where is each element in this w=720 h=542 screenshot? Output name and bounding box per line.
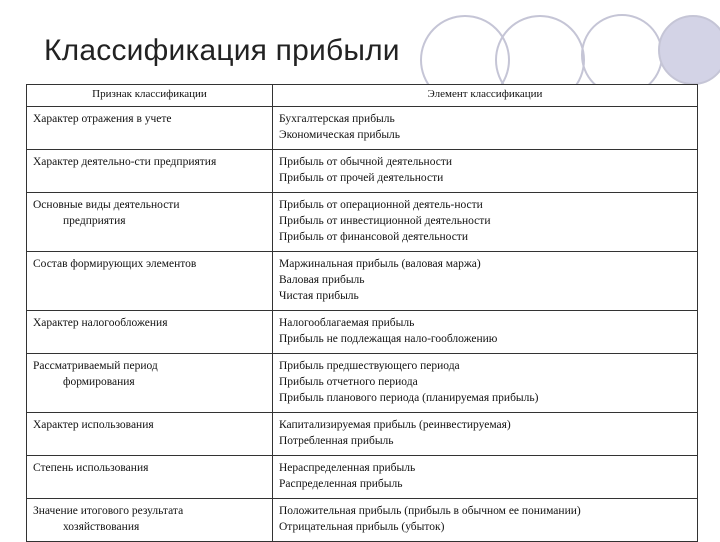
element-text: Прибыль от прочей деятельности bbox=[279, 172, 444, 184]
feature-text: Характер использования bbox=[33, 419, 154, 431]
element-text: Прибыль от инвестиционной деятельности bbox=[279, 215, 491, 227]
page-title: Классификация прибыли bbox=[44, 34, 400, 67]
feature-cell bbox=[27, 354, 273, 413]
table-row bbox=[27, 456, 698, 499]
element-cell bbox=[273, 311, 698, 354]
element-cell bbox=[273, 354, 698, 413]
element-text: Потребленная прибыль bbox=[279, 435, 394, 447]
element-cell bbox=[273, 150, 698, 193]
feature-text: хозяйствования bbox=[63, 521, 140, 533]
element-cell bbox=[273, 456, 698, 499]
element-text: Отрицательная прибыль (убыток) bbox=[279, 521, 445, 533]
element-text: Чистая прибыль bbox=[279, 290, 359, 302]
decor-circle bbox=[582, 15, 662, 95]
table-header-row bbox=[27, 85, 698, 107]
element-text: Бухгалтерская прибыль bbox=[279, 113, 395, 125]
feature-cell bbox=[27, 107, 273, 150]
element-cell bbox=[273, 107, 698, 150]
element-cell bbox=[273, 193, 698, 252]
element-cell bbox=[273, 252, 698, 311]
feature-text: Характер деятельно-сти предприятия bbox=[33, 156, 217, 168]
feature-text: Состав формирующих элементов bbox=[33, 258, 197, 270]
feature-text: Основные виды деятельности bbox=[33, 199, 180, 211]
feature-text: Значение итогового результата bbox=[33, 505, 184, 517]
feature-text: Характер отражения в учете bbox=[33, 113, 172, 125]
element-text: Прибыль не подлежащая нало-гообложению bbox=[279, 333, 498, 345]
table-row bbox=[27, 354, 698, 413]
element-text: Прибыль от финансовой деятельности bbox=[279, 231, 468, 243]
element-cell bbox=[273, 499, 698, 542]
element-text: Налогооблагаемая прибыль bbox=[279, 317, 415, 329]
header-feature: Признак классификации bbox=[27, 85, 273, 107]
element-text: Валовая прибыль bbox=[279, 274, 365, 286]
table-row bbox=[27, 413, 698, 456]
element-text: Капитализируемая прибыль (реинвестируемая) bbox=[279, 419, 511, 431]
feature-text: Характер налогообложения bbox=[33, 317, 168, 329]
feature-cell bbox=[27, 311, 273, 354]
table-row bbox=[27, 311, 698, 354]
table-row bbox=[27, 252, 698, 311]
header-element: Элемент классификации bbox=[273, 85, 698, 107]
feature-cell bbox=[27, 193, 273, 252]
table-row bbox=[27, 499, 698, 542]
element-text: Нераспределенная прибыль bbox=[279, 462, 416, 474]
feature-cell bbox=[27, 150, 273, 193]
table-row bbox=[27, 107, 698, 150]
feature-text: Рассматриваемый период bbox=[33, 360, 158, 372]
classification-table bbox=[26, 84, 698, 542]
feature-text: предприятия bbox=[63, 215, 126, 227]
feature-cell bbox=[27, 456, 273, 499]
element-text: Прибыль отчетного периода bbox=[279, 376, 418, 388]
decor-circle-filled bbox=[659, 16, 720, 84]
element-text: Положительная прибыль (прибыль в обычном ее понимании) bbox=[279, 505, 581, 517]
feature-cell bbox=[27, 252, 273, 311]
element-text: Распределенная прибыль bbox=[279, 478, 403, 490]
element-text: Прибыль от операционной деятель-ности bbox=[279, 199, 483, 211]
element-cell bbox=[273, 413, 698, 456]
element-text: Прибыль предшествующего периода bbox=[279, 360, 460, 372]
feature-text: Степень использования bbox=[33, 462, 149, 474]
table-row bbox=[27, 150, 698, 193]
feature-text: формирования bbox=[63, 376, 135, 388]
element-text: Прибыль планового периода (планируемая прибыль) bbox=[279, 392, 539, 404]
feature-cell bbox=[27, 499, 273, 542]
element-text: Прибыль от обычной деятельности bbox=[279, 156, 453, 168]
element-text: Экономическая прибыль bbox=[279, 129, 401, 141]
feature-cell bbox=[27, 413, 273, 456]
table-row bbox=[27, 193, 698, 252]
element-text: Маржинальная прибыль (валовая маржа) bbox=[279, 258, 481, 270]
